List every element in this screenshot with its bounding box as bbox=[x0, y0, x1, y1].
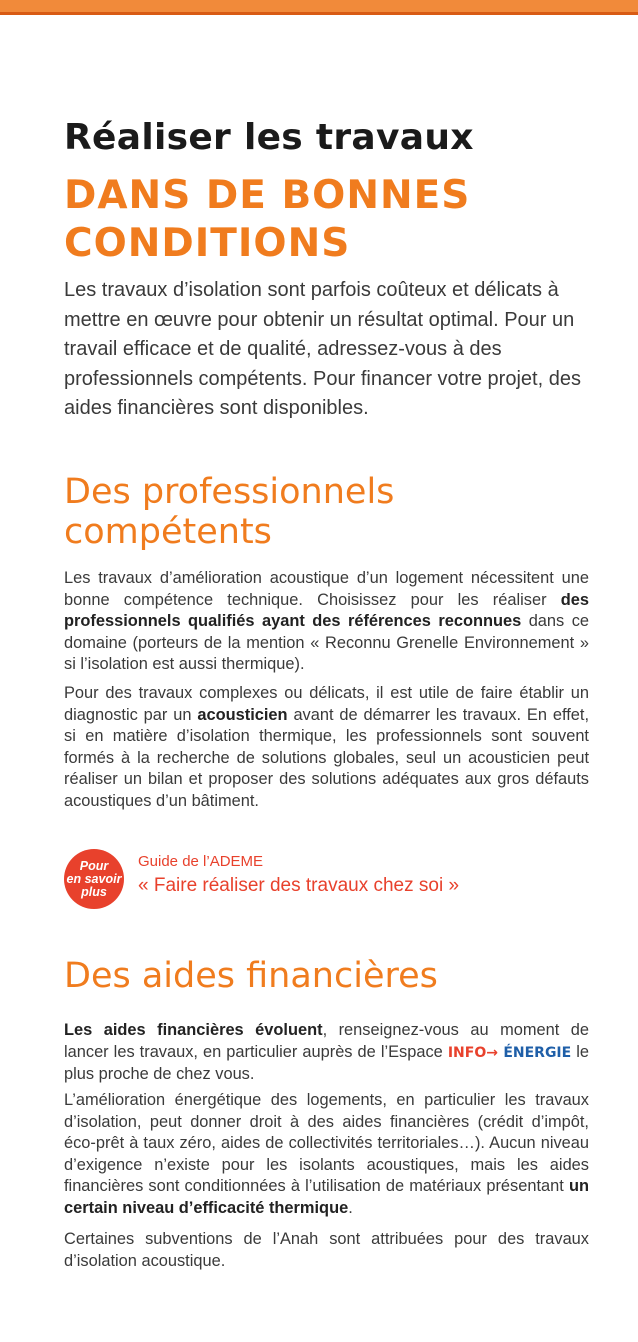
top-accent-bar-shadow bbox=[0, 12, 638, 15]
professionnels-paragraph-1: Les travaux d’amélioration acoustique d’un logement nécessitent une bonne compétence technique. Choisissez pour les réaliser des professionnels qualifiés ayant des références reconnues dans ce domaine (porteurs de la mention « Reconnu Grenelle Environnement » si l’isolation est aussi thermique). bbox=[64, 569, 589, 673]
pour-en-savoir-plus-badge: Pour en savoir plus bbox=[64, 849, 124, 909]
emphasis-text: Les aides financières évoluent bbox=[64, 1021, 323, 1039]
professionnels-paragraph-2: Pour des travaux complexes ou délicats, il est utile de faire établir un diagnostic par un acousticien avant de démarrer les travaux. En effet, si en matière d’isolation thermique, les professionnels sont souvent formés à la recherche de solutions globales, seul un acousticien peut réaliser un bilan et proposer des solutions adéquates aux gros défauts acoustiques d’un bâtiment. bbox=[64, 684, 589, 810]
aides-paragraph-2: L’amélioration énergétique des logements, en particulier les travaux d’isolation, peut donner droit à des aides financières (crédit d’impôt, éco-prêt à taux zéro, aides de collectivités territoriales…). Aucun niveau d’exigence n’existe pour les isolants acoustiques, mais les aides financières sont conditionnées à l’utilisation de matériaux présentant un certain niveau d’efficacité thermique. bbox=[64, 1091, 589, 1217]
emphasis-text: acousticien bbox=[197, 705, 288, 724]
page-subtitle: DANS DE BONNES CONDITIONS bbox=[64, 173, 471, 266]
top-accent-bar bbox=[0, 0, 638, 12]
page-title: Réaliser les travaux bbox=[64, 117, 474, 158]
espace-info-energie-logo: INFO→ ÉNERGIE bbox=[447, 1044, 572, 1061]
guide-label: Guide de l’ADEME bbox=[138, 853, 264, 870]
guide-title-link[interactable]: « Faire réaliser des travaux chez soi » bbox=[138, 875, 460, 896]
emphasis-text: des professionnels qualifiés ayant des références reconnues bbox=[64, 590, 589, 630]
aides-paragraph-1: Les aides financières évoluent, renseignez-vous au moment de lancer les travaux, en particulier auprès de l’Espace INFO→ ÉNERGIE le plus proche de chez vous. bbox=[64, 1021, 590, 1083]
intro-paragraph: Les travaux d’isolation sont parfois coûteux et délicats à mettre en œuvre pour obtenir un résultat optimal. Pour un travail efficace et de qualité, adressez-vous à des professionnels compétents. Pour financer votre projet, des aides financières sont disponibles. bbox=[64, 279, 581, 419]
aides-paragraph-3: Certaines subventions de l’Anah sont attribuées pour des travaux d’isolation acoustique. bbox=[64, 1230, 589, 1270]
section-heading-professionnels: Des professionnels compétents bbox=[64, 472, 395, 552]
emphasis-text: un certain niveau d’efficacité thermique bbox=[64, 1177, 589, 1217]
arrow-icon: → bbox=[486, 1044, 498, 1061]
section-heading-aides: Des aides financières bbox=[64, 956, 438, 996]
